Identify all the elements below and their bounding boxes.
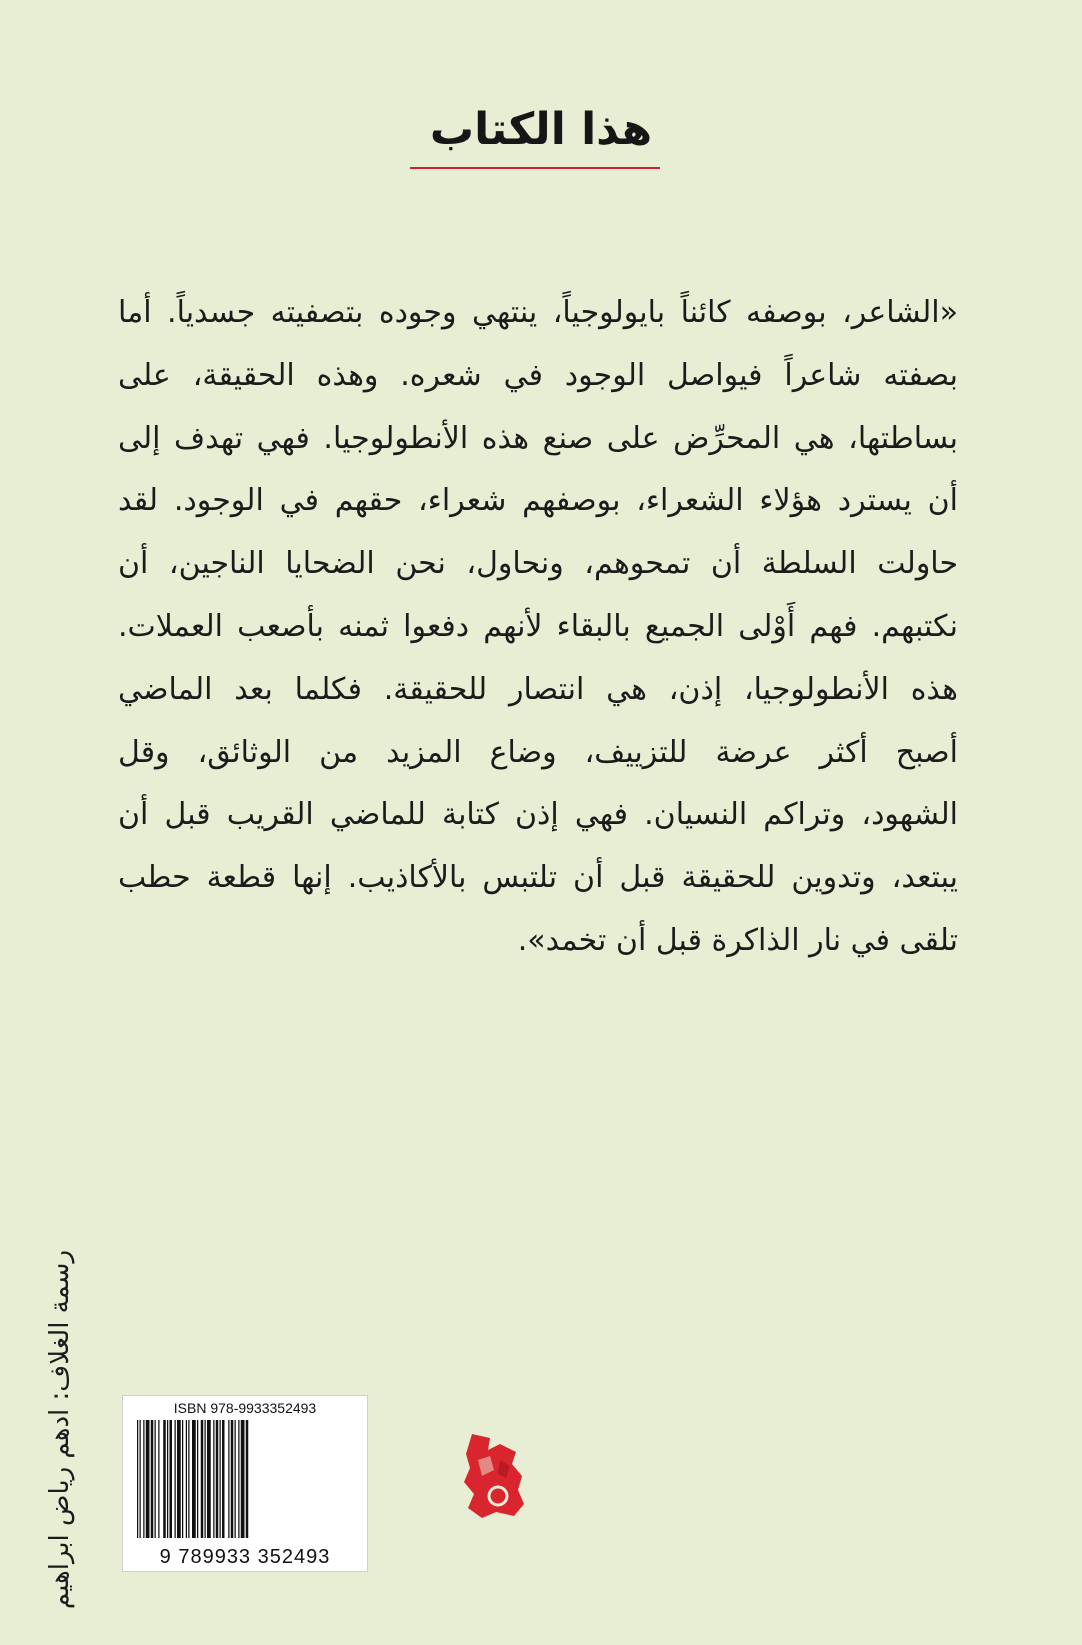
barcode-bar [235,1420,236,1538]
cover-heading: هذا الكتاب [429,104,653,155]
blurb-line: بصفته شاعراً فيواصل الوجود في شعره. وهذه الحقيقة، على [118,357,958,393]
blurb-line: حاولت السلطة أن تمحوهم، ونحاول، نحن الضحايا الناجين، أن [118,546,958,582]
barcode-bar [167,1420,168,1538]
barcode-bar [216,1420,219,1538]
blurb-line: هذه الأنطولوجيا، إذن، هي انتصار للحقيقة. فكلما بعد الماضي [118,671,958,707]
barcode-bar [205,1420,206,1538]
barcode-bar [207,1420,211,1538]
barcode-bar [220,1420,221,1538]
blurb-line: نكتبهم. فهم أَوْلى الجميع بالبقاء لأنهم دفعوا ثمنه بأصعب العملات. [118,608,958,644]
blurb-text [118,282,958,973]
blurb-line: يبتعد، وتدوين للحقيقة قبل أن تلتبس بالأكاذيب. إنها قطعة حطب [118,860,958,896]
barcode-bar [241,1420,245,1538]
publisher-logo-icon [460,1430,526,1520]
barcode-bar [158,1420,159,1538]
blurb-line: أن يسترد هؤلاء الشعراء، بوصفهم شعراء، حقهم في الوجود. لقد [118,483,958,519]
barcode-bar [177,1420,181,1538]
barcode-bar [213,1420,214,1538]
heading-underline [410,167,660,169]
barcode-bar [197,1420,198,1538]
barcode-bar [137,1420,138,1538]
cover-art-credit: رسمة الغلاف: ادهم رياض ابراهيم [45,1250,75,1610]
barcode-bar [143,1420,144,1538]
barcode-bar [140,1420,141,1538]
isbn-digits: 9 789933 352493 [159,1546,331,1568]
barcode-bar [186,1420,187,1538]
barcode-bar [192,1420,196,1538]
blurb-line: أصبح أكثر عرضة للتزييف، وضاع المزيد من الوثائق، وقل [118,734,958,770]
isbn-barcode [122,1395,368,1572]
blurb-line: الشهود، وتراكم النسيان. فهي إذن كتابة للماضي القريب قبل أن [118,797,958,833]
isbn-label: ISBN 978-9933352493 [173,1400,317,1416]
barcode-bar [238,1420,239,1538]
barcode-bar [228,1420,229,1538]
barcode-bar [170,1420,173,1538]
barcode-bar [163,1420,166,1538]
barcode-bars [137,1420,353,1538]
barcode-bar [155,1420,156,1538]
barcode-bar [146,1420,150,1538]
blurb-line: «الشاعر، بوصفه كائناً بايولوجياً، ينتهي وجوده بتصفيته جسدياً. أما [118,295,958,330]
blurb-line: تلقى في نار الذاكرة قبل أن تخمد». [517,922,958,958]
blurb-line: بساطتها، هي المحرِّض على صنع هذه الأنطولوجيا. فهي تهدف إلى [118,420,958,456]
barcode-bar [175,1420,176,1538]
barcode-bar [151,1420,154,1538]
barcode-bar [201,1420,204,1538]
barcode-bar [231,1420,234,1538]
barcode-bar [188,1420,189,1538]
barcode-bar [246,1420,249,1538]
barcode-bar [182,1420,183,1538]
barcode-bar [222,1420,225,1538]
